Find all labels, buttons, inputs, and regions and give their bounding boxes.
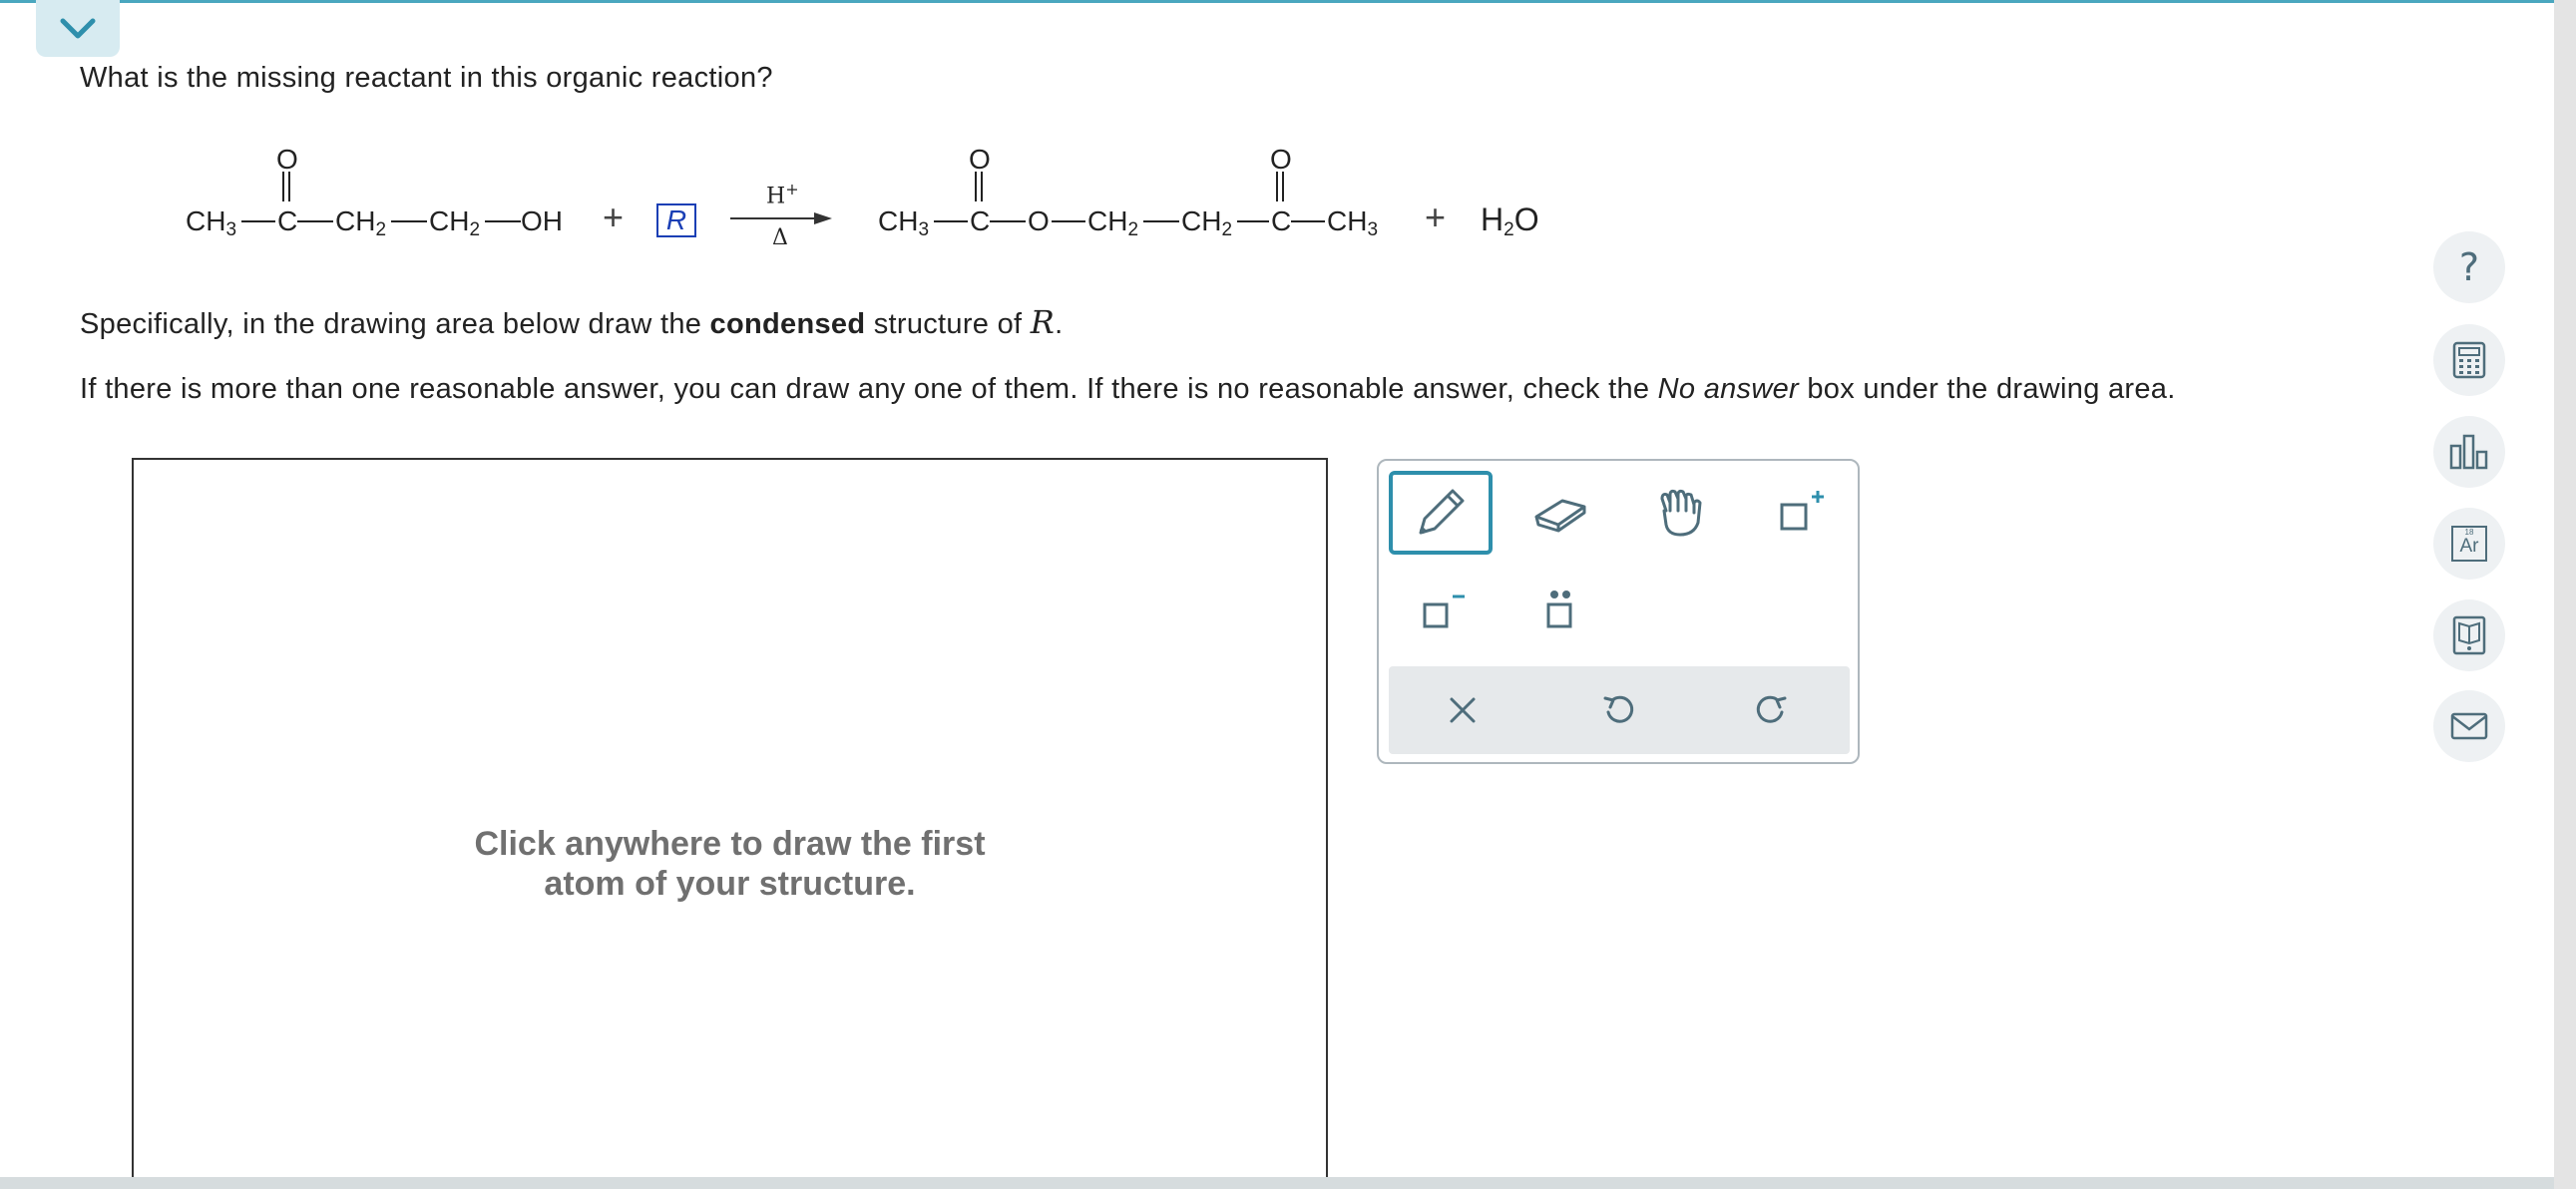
- bar-chart-icon: [2447, 432, 2491, 472]
- double-bond: [975, 172, 983, 201]
- question-prompt: What is the missing reactant in this organic reaction?: [80, 62, 773, 94]
- bond: [990, 220, 1026, 222]
- reaction-arrow: [730, 211, 834, 225]
- add-charge-tool[interactable]: [1748, 471, 1852, 555]
- bond: [297, 220, 333, 222]
- square-plus-icon: [1768, 481, 1832, 545]
- remove-charge-tool[interactable]: [1389, 569, 1493, 652]
- periodic-table-icon: 18 Ar: [2451, 526, 2487, 562]
- bond: [391, 220, 427, 222]
- redo-icon: [1754, 692, 1790, 728]
- plus-sign: +: [1425, 197, 1447, 237]
- data-chart-button[interactable]: [2433, 416, 2505, 488]
- periodic-table-button[interactable]: [2433, 508, 2505, 580]
- catalyst-label: H+: [766, 180, 799, 209]
- bottom-bar: [0, 1177, 2554, 1189]
- bond: [1052, 220, 1085, 222]
- product-carbonyl-o1: O: [969, 144, 991, 175]
- reactant1-ch3: $CH_3$: [186, 205, 237, 240]
- toolbox-actions: [1389, 666, 1850, 754]
- product-carbonyl-o2: O: [1270, 144, 1292, 175]
- collapse-button[interactable]: [36, 0, 120, 57]
- bond: [241, 220, 275, 222]
- instruction-text: Specifically, in the drawing area below draw the condensed structure of R.: [80, 303, 1064, 341]
- reactant1-oh: OH: [521, 205, 563, 236]
- calculator-icon: [2449, 340, 2489, 380]
- help-icon: ?: [2458, 245, 2480, 289]
- pencil-tool[interactable]: [1389, 471, 1493, 555]
- bond: [1237, 220, 1269, 222]
- product-carbonyl-c2: C: [1271, 205, 1292, 236]
- double-bond: [1276, 172, 1284, 201]
- bond: [1291, 220, 1325, 222]
- undo-button[interactable]: [1566, 668, 1670, 752]
- bond: [1143, 220, 1179, 222]
- top-accent-line: [0, 0, 2554, 3]
- product-ch2-a: $CH_2$: [1087, 205, 1139, 240]
- canvas-hint: Click anywhere to draw the first atom of your structure.: [474, 825, 986, 903]
- bond: [485, 220, 521, 222]
- bond: [934, 220, 968, 222]
- heat-label: Δ: [772, 225, 788, 250]
- clear-button[interactable]: [1411, 668, 1514, 752]
- undo-icon: [1600, 692, 1636, 728]
- reactant1-carbonyl-o: O: [276, 144, 298, 175]
- lone-pair-tool[interactable]: [1508, 569, 1612, 652]
- drawing-canvas[interactable]: [132, 458, 1328, 1189]
- redo-button[interactable]: [1720, 668, 1824, 752]
- water: $H_2O$: [1481, 201, 1539, 240]
- unknown-reactant-box: R: [656, 203, 696, 237]
- reactant1-ch2-a: $CH_2$: [335, 205, 387, 240]
- product-ch2-b: $CH_2$: [1181, 205, 1233, 240]
- reactant1-ch2-b: $CH_2$: [429, 205, 481, 240]
- reactant1-carbonyl-c: C: [277, 205, 298, 236]
- eraser-tool[interactable]: [1508, 471, 1612, 555]
- envelope-icon: [2449, 710, 2489, 742]
- answer-note: If there is more than one reasonable answer, you can draw any one of them. If there is no reasonable answer, check the No answer box under the drawing area.: [80, 373, 2176, 405]
- plus-sign: +: [603, 197, 625, 237]
- product-ch3-a: $CH_3$: [878, 205, 930, 240]
- pencil-icon: [1409, 481, 1473, 545]
- square-minus-icon: [1409, 579, 1473, 642]
- textbook-button[interactable]: [2433, 599, 2505, 671]
- close-icon: [1445, 692, 1481, 728]
- hand-icon: [1648, 481, 1712, 545]
- hand-tool[interactable]: [1628, 471, 1732, 555]
- product-ch3-b: $CH_3$: [1327, 205, 1379, 240]
- message-button[interactable]: [2433, 690, 2505, 762]
- eraser-icon: [1528, 481, 1592, 545]
- product-ester-o: O: [1028, 205, 1050, 236]
- help-button[interactable]: [2433, 231, 2505, 303]
- double-bond: [282, 172, 290, 201]
- chevron-down-icon: [58, 16, 98, 42]
- calculator-button[interactable]: [2433, 324, 2505, 396]
- lone-pair-icon: [1528, 579, 1592, 642]
- product-carbonyl-c1: C: [970, 205, 991, 236]
- drawing-toolbox: [1377, 459, 1860, 764]
- ebook-icon: [2449, 614, 2489, 656]
- vertical-scrollbar[interactable]: [2554, 0, 2576, 1189]
